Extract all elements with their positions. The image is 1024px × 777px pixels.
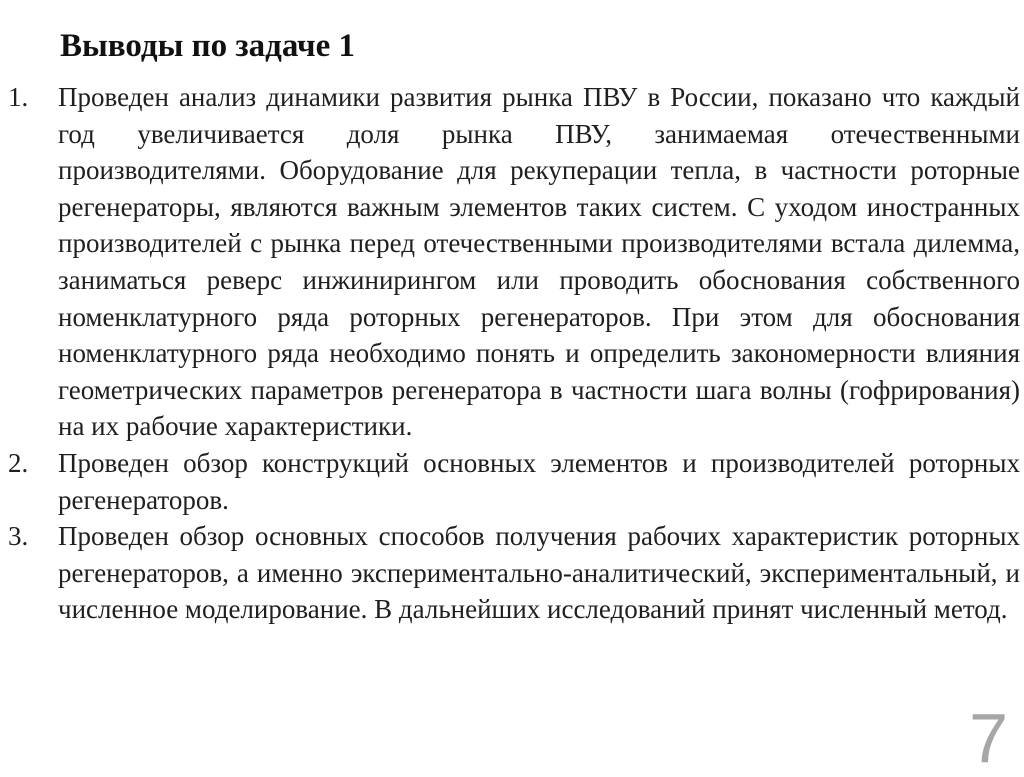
list-item-number: 2. — [8, 447, 29, 478]
conclusions-list — [0, 79, 1024, 628]
list-item-number: 3. — [8, 521, 29, 552]
list-item — [0, 518, 1024, 628]
list-item-text: Проведен анализ динамики развития рынка ПВУ в России, показано что каждый год увеличивается доля рынка ПВУ, занимаемая отечественными производителями. Оборудование для рекуперации тепла, в частности роторные регенераторы, являются важным элементов таких систем. С уходом иностранных производителей с рынка перед отечественными производителями встала дилемма, заниматься реверс инжинирингом или проводить обоснования собственного номенклатурного ряда роторных регенераторов. При этом для обоснования номенклатурного ряда необходимо понять и определить закономерности влияния геометрических параметров регенератора в частности шага волны (гофрирования) на их рабочие характеристики. — [58, 82, 1020, 442]
slide-title: Выводы по задаче 1 — [60, 28, 356, 64]
list-item-text: Проведен обзор конструкций основных элементов и производителей роторных регенераторов. — [58, 447, 1020, 515]
list-item-number: 1. — [8, 82, 29, 112]
list-item — [0, 445, 1024, 518]
page-number: 7 — [969, 699, 1008, 777]
list-item-text: Проведен обзор основных способов получения рабочих характеристик роторных регенераторов, а именно экспериментально-аналитический, экспериментальный, и численное моделирование. В дальнейших исследований принят численный метод. — [58, 521, 1020, 625]
list-item — [0, 79, 1024, 445]
